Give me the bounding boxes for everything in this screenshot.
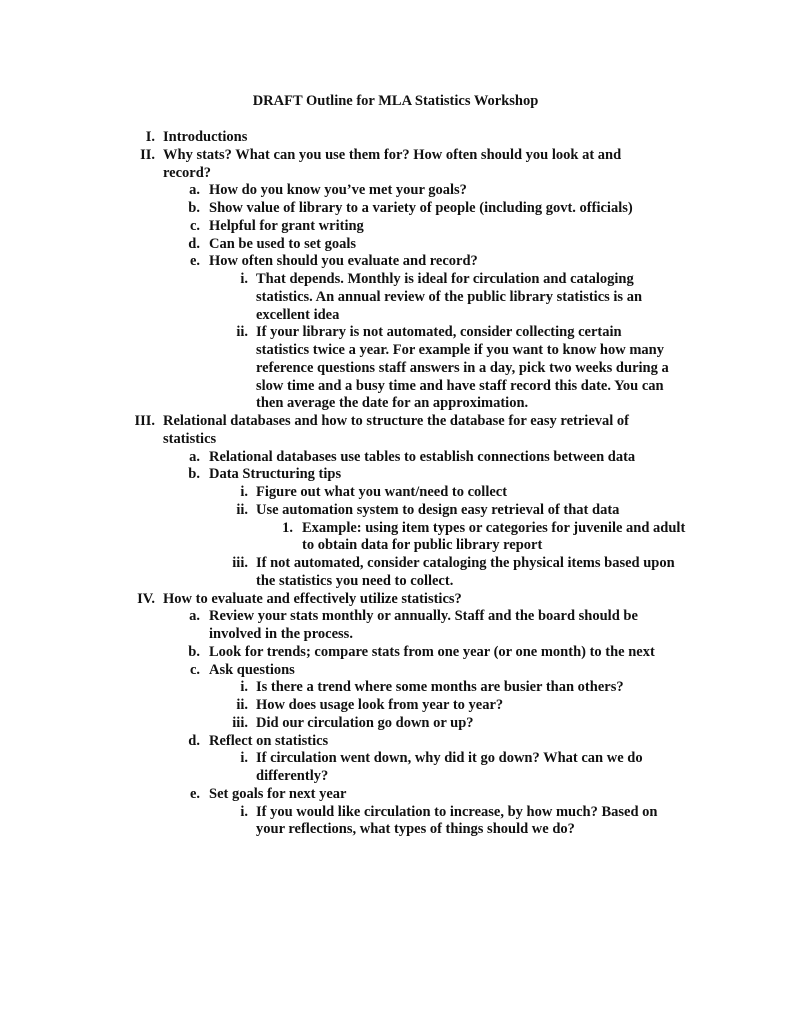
outline-item-marker: a. — [189, 448, 200, 465]
outline-item-text: Introductions — [163, 129, 248, 145]
outline-item-level-2 — [0, 236, 791, 254]
outline-item-level-1 — [0, 147, 791, 183]
outline-item-text: Use automation system to design easy retrieval of that data — [256, 501, 620, 518]
outline-item-marker: II. — [140, 146, 155, 163]
outline-item-text: Why stats? What can you use them for? How often should you look at and record? — [163, 146, 622, 181]
outline-item-marker: d. — [188, 732, 200, 749]
outline-item-level-1 — [0, 129, 791, 147]
outline-item-text: That depends. Monthly is ideal for circulation and cataloging statistics. An annual review of the public library statistics is an excellent idea — [256, 271, 643, 323]
outline-item-level-3 — [0, 679, 791, 697]
outline-item-text: Review your stats monthly or annually. Staff and the board should be involved in the process. — [209, 608, 638, 642]
outline-item-marker: a. — [189, 182, 200, 199]
outline-item-text: Helpful for grant writing — [209, 217, 364, 234]
outline-item-level-3 — [0, 271, 791, 324]
outline-item-level-2 — [0, 182, 791, 200]
outline-item-level-2 — [0, 786, 791, 804]
outline-item-marker: e. — [189, 253, 200, 270]
outline-item-text: Relational databases and how to structure the database for easy retrieval of statistics — [163, 413, 629, 447]
outline-item-text: If you would like circulation to increase, by how much? Based on your reflections, what types of things should we do? — [256, 803, 658, 838]
outline-item-marker: i. — [240, 750, 248, 767]
outline-item-level-3 — [0, 555, 791, 591]
outline-item-text: Data Structuring tips — [209, 466, 342, 483]
outline-item-marker: i. — [240, 271, 248, 287]
outline-item-level-3 — [0, 484, 791, 502]
outline-item-marker: IV. — [137, 590, 155, 607]
outline-item-text: Relational databases use tables to establish connections between data — [209, 448, 636, 465]
outline-item-marker: I. — [145, 129, 155, 145]
outline-item-marker: b. — [188, 643, 200, 660]
outline-item-level-3 — [0, 750, 791, 786]
outline-item-marker: 1. — [282, 519, 293, 536]
outline-item-text: Can be used to set goals — [209, 235, 357, 252]
outline-item-text: Ask questions — [209, 661, 295, 678]
outline-item-level-2 — [0, 253, 791, 271]
outline-item-marker: ii. — [236, 697, 248, 713]
outline-item-text: How do you know you’ve met your goals? — [209, 182, 467, 199]
outline-item-marker: e. — [189, 785, 200, 802]
outline-item-marker: ii. — [236, 501, 248, 518]
outline-item-marker: i. — [240, 484, 248, 500]
outline-item-level-3 — [0, 324, 791, 413]
outline-item-marker: b. — [188, 466, 200, 483]
outline-item-text: If your library is not automated, consider collecting certain statistics twice a year. For example if you want to know how many reference questions staff answers in a day, pick two weeks during a slow time and a busy time and have staff record this date. You can then average the date for an approximation. — [256, 324, 669, 412]
outline-item-marker: d. — [188, 235, 200, 252]
outline-item-level-3 — [0, 502, 791, 520]
outline-item-level-2 — [0, 449, 791, 467]
outline-item-level-3 — [0, 804, 791, 840]
outline-item-level-3 — [0, 715, 791, 733]
outline-item-marker: b. — [188, 200, 200, 216]
outline-item-level-2 — [0, 608, 791, 644]
outline-item-level-2 — [0, 466, 791, 484]
outline-item-text: How often should you evaluate and record? — [209, 253, 478, 270]
outline-item-level-2 — [0, 733, 791, 751]
outline-list — [0, 129, 791, 839]
outline-item-text: How to evaluate and effectively utilize statistics? — [163, 590, 462, 607]
outline-item-level-2 — [0, 644, 791, 662]
outline-item-marker: i. — [240, 803, 248, 820]
outline-item-marker: a. — [189, 608, 200, 625]
outline-item-text: Reflect on statistics — [209, 732, 329, 749]
outline-item-marker: c. — [189, 661, 200, 678]
outline-item-text: Look for trends; compare stats from one year (or one month) to the next — [209, 643, 655, 660]
outline-item-level-3 — [0, 697, 791, 715]
outline-item-level-1 — [0, 413, 791, 449]
outline-item-level-4 — [0, 520, 791, 556]
outline-item-text: Set goals for next year — [209, 785, 347, 802]
outline-item-marker: iii. — [232, 714, 248, 731]
document-title: DRAFT Outline for MLA Statistics Workshop — [252, 93, 539, 109]
outline-item-marker: III. — [134, 413, 155, 429]
outline-item-marker: c. — [189, 217, 200, 234]
outline-item-level-2 — [0, 662, 791, 680]
outline-item-marker: iii. — [232, 555, 248, 571]
outline-item-level-1 — [0, 591, 791, 609]
outline-item-text: Show value of library to a variety of people (including govt. officials) — [209, 200, 633, 216]
outline-item-marker: i. — [240, 679, 248, 696]
outline-item-text: Example: using item types or categories for juvenile and adult to obtain data for public library report — [302, 519, 686, 554]
outline-item-text: If not automated, consider cataloging the physical items based upon the statistics you need to collect. — [256, 555, 675, 589]
outline-item-level-2 — [0, 218, 791, 236]
outline-item-marker: ii. — [236, 324, 248, 341]
outline-item-text: Figure out what you want/need to collect — [256, 484, 508, 500]
outline-item-text: If circulation went down, why did it go down? What can we do differently? — [256, 750, 643, 784]
outline-item-text: Did our circulation go down or up? — [256, 714, 474, 731]
outline-item-level-2 — [0, 200, 791, 218]
outline-item-text: Is there a trend where some months are busier than others? — [256, 679, 624, 696]
outline-item-text: How does usage look from year to year? — [256, 697, 504, 713]
